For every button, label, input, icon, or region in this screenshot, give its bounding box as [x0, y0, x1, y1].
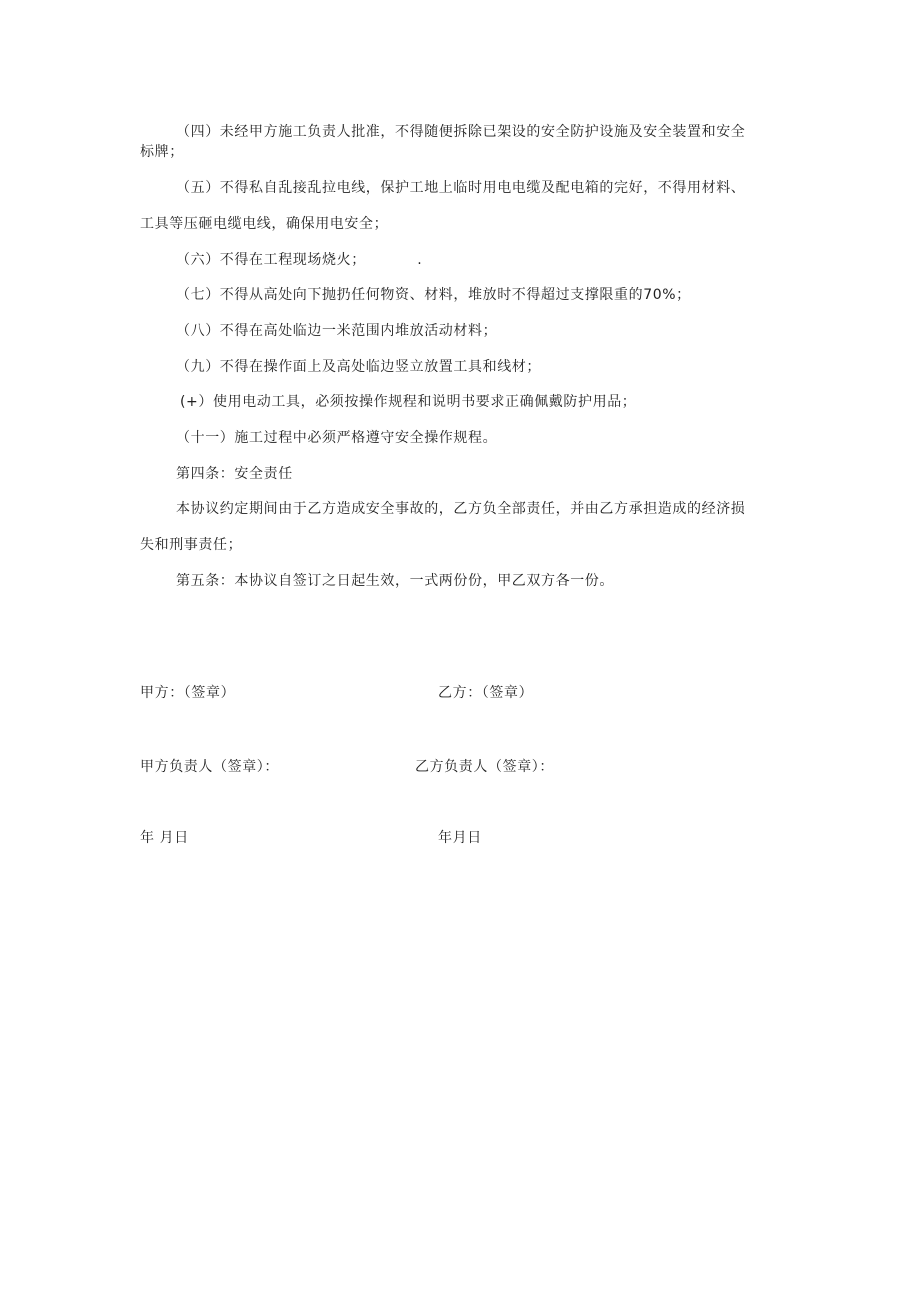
article-5: 第五条：本协议自签订之日起生效，一式两份份，甲乙双方各一份。: [176, 573, 614, 589]
clause-4-line-2: 标牌；: [140, 144, 184, 160]
clause-5-line-2: 工具等压砸电缆电线，确保用电安全；: [140, 216, 389, 232]
clause-4-line-1: （四）未经甲方施工负责人批准，不得随便拆除已架设的安全防护设施及安全装置和安全: [176, 124, 746, 140]
party-b-date-label: 年月日: [438, 830, 482, 846]
article-4-title: 第四条：安全责任: [176, 466, 293, 482]
article-4-line-1: 本协议约定期间由于乙方造成安全事故的，乙方负全部责任，并由乙方承担造成的经济损: [176, 501, 746, 517]
clause-11: （十一）施工过程中必须严格遵守安全操作规程。: [176, 430, 498, 446]
clause-7: （七）不得从高处向下抛扔任何物资、材料，堆放时不得超过支撑限重的70%；: [176, 287, 691, 303]
party-b-representative-label: 乙方负责人（签章）：: [415, 759, 554, 775]
party-a-representative-label: 甲方负责人（签章）：: [140, 759, 279, 775]
party-a-seal-label: 甲方：（签章）: [140, 685, 236, 701]
clause-10: (+）使用电动工具，必须按操作规程和说明书要求正确佩戴防护用品；: [180, 394, 637, 410]
article-4-line-2: 失和刑事责任；: [140, 537, 243, 553]
clause-6: （六）不得在工程现场烧火； .: [176, 252, 423, 268]
clause-8: （八）不得在高处临边一米范围内堆放活动材料；: [176, 323, 498, 339]
clause-5-line-1: （五）不得私自乱接乱拉电线，保护工地上临时用电电缆及配电箱的完好，不得用材料、: [176, 180, 746, 196]
party-b-seal-label: 乙方：（签章）: [438, 685, 534, 701]
clause-9: （九）不得在操作面上及高处临边竖立放置工具和线材；: [176, 359, 541, 375]
party-a-date-label: 年 月日: [140, 830, 189, 846]
